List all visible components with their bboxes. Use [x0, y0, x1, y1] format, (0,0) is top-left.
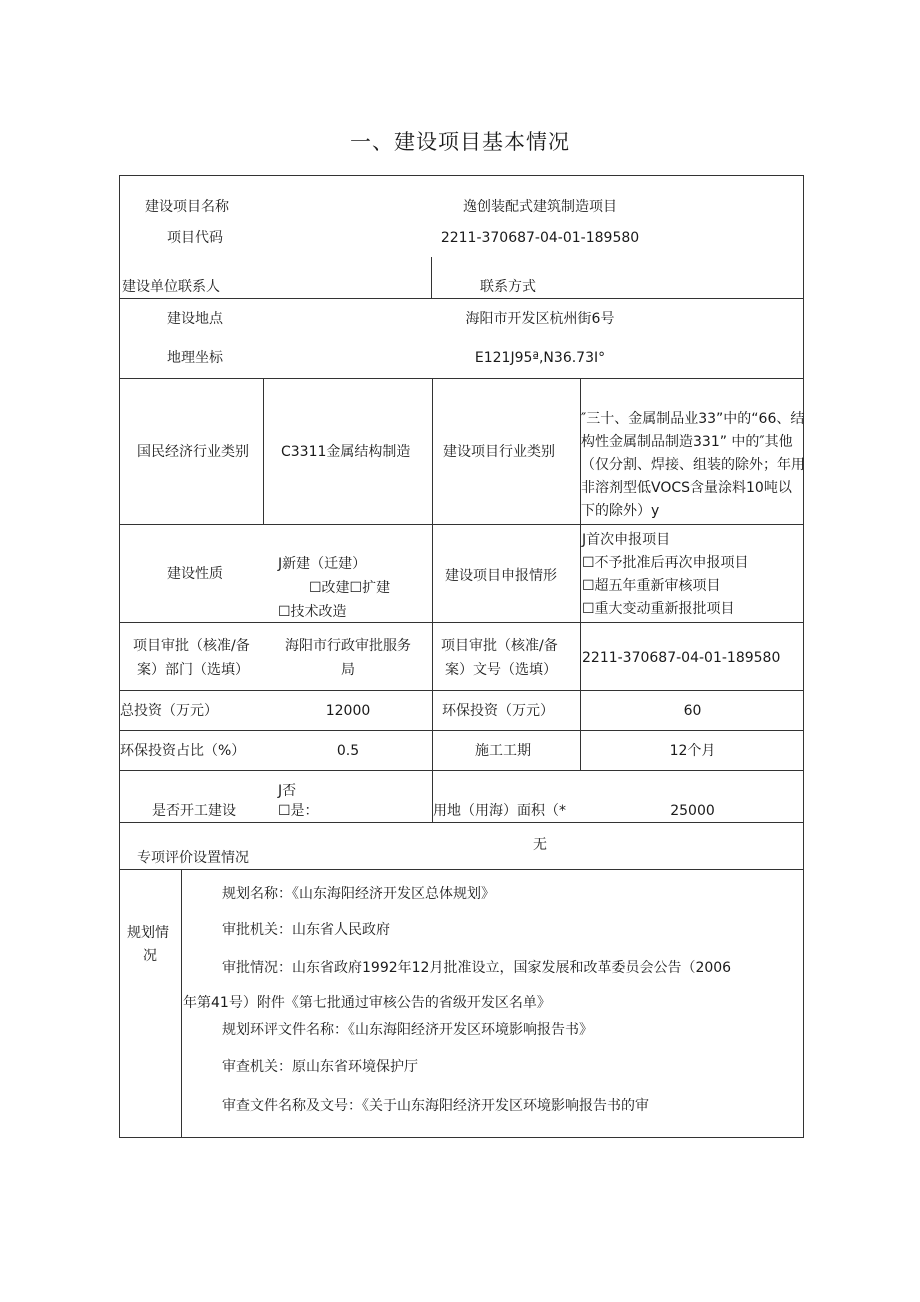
approval-no-label-line2: 案）文号（选填）: [445, 662, 557, 678]
env-ratio-label: 环保投资占比（%）: [120, 743, 246, 759]
env-investment-label: 环保投资（万元）: [442, 703, 554, 719]
row-divider: [119, 298, 804, 299]
plan-review-org: 审查机关：原山东省环境保护厅: [222, 1059, 418, 1075]
column-divider: [263, 378, 264, 524]
nature-option-rebuild-expand[interactable]: ☐改建☐扩建: [309, 580, 391, 596]
row-divider: [119, 822, 804, 823]
row-divider: [119, 770, 804, 771]
plan-review-doc: 审查文件名称及文号：《关于山东海阳经济开发区环境影响报告书的审: [222, 1098, 649, 1114]
special-evaluation-value: 无: [533, 837, 547, 853]
coordinates-value: E121J95ª,N36.73I°: [474, 350, 606, 366]
row-divider: [119, 524, 804, 525]
declaration-option-resubmit[interactable]: ☐不予批准后再次申报项目: [582, 555, 749, 571]
national-industry-label: 国民经济行业类别: [137, 444, 249, 460]
approval-dept-label-line2: 案）部门（选填）: [137, 662, 249, 678]
approval-dept-value-line1: 海阳市行政审批服务: [285, 638, 411, 654]
column-divider: [431, 257, 432, 298]
location-value: 海阳市开发区杭州街6号: [465, 311, 615, 327]
total-investment-label: 总投资（万元）: [120, 703, 218, 719]
plan-eia-name: 规划环评文件名称：《山东海阳经济开发区环境影响报告书》: [222, 1022, 593, 1038]
construction-period-label: 施工工期: [475, 743, 531, 759]
approval-no-value: 2211-370687-04-01-189580: [582, 650, 781, 666]
land-area-label: 用地（用海）面积（*: [433, 803, 566, 819]
declaration-option-five-years[interactable]: ☐超五年重新审核项目: [582, 578, 721, 594]
total-investment-value: 12000: [325, 703, 371, 719]
approval-dept-label-line1: 项目审批（核准/备: [133, 638, 250, 654]
contact-person-label: 建设单位联系人: [122, 279, 220, 295]
row-divider: [119, 730, 804, 731]
plan-approval-status-line2: 年第41号）附件《第七批通过审核公告的省级开发区名单》: [183, 995, 551, 1011]
nature-option-tech-upgrade[interactable]: ☐技术改造: [278, 604, 347, 620]
row-divider: [119, 690, 804, 691]
coordinates-label: 地理坐标: [167, 350, 223, 366]
nature-option-new[interactable]: J新建（迁建）: [278, 556, 367, 572]
special-evaluation-label: 专项评价设置情况: [137, 850, 249, 866]
project-industry-value: ″三十、金属制品业33”中的“66、结构性金属制品制造331” 中的″其他（仅分割、焊接、组装的除外；年用非溶剂型低VOCS含量涂料10吨以下的除外）y: [581, 411, 805, 519]
approval-no-label-line1: 项目审批（核准/备: [441, 638, 558, 654]
project-industry-label: 建设项目行业类别: [443, 444, 555, 460]
location-label: 建设地点: [167, 311, 223, 327]
national-industry-value: C3311金属结构制造: [281, 444, 411, 460]
row-divider: [119, 869, 804, 870]
project-name-label: 建设项目名称: [145, 199, 229, 215]
project-name-value: 逸创装配式建筑制造项目: [463, 199, 617, 215]
started-option-yes[interactable]: ☐是：: [278, 803, 319, 819]
env-investment-value: 60: [683, 703, 702, 719]
construction-started-label: 是否开工建设: [152, 803, 236, 819]
column-divider: [432, 378, 433, 822]
contact-method-label: 联系方式: [480, 279, 536, 295]
declaration-option-first[interactable]: J首次申报项目: [582, 532, 671, 548]
project-code-label: 项目代码: [167, 230, 223, 246]
declaration-type-label: 建设项目申报情形: [445, 568, 557, 584]
planning-label-line2: 况: [143, 948, 157, 964]
construction-period-value: 12个月: [669, 743, 716, 759]
approval-dept-value-line2: 局: [341, 662, 355, 678]
construction-nature-label: 建设性质: [167, 566, 223, 582]
env-ratio-value: 0.5: [336, 743, 360, 759]
plan-approval-org: 审批机关：山东省人民政府: [222, 922, 390, 938]
column-divider: [181, 869, 182, 1138]
page-title: 一、建设项目基本情况: [350, 130, 570, 154]
declaration-option-major-change[interactable]: ☐重大变动重新报批项目: [582, 601, 735, 617]
started-option-no[interactable]: J否: [278, 783, 297, 799]
row-divider: [119, 378, 804, 379]
land-area-value: 25000: [670, 803, 715, 819]
planning-label-line1: 规划情: [127, 925, 169, 941]
plan-name: 规划名称：《山东海阳经济开发区总体规划》: [222, 886, 495, 902]
row-divider: [119, 622, 804, 623]
project-code-value: 2211-370687-04-01-189580: [440, 230, 640, 246]
plan-approval-status-line1: 审批情况：山东省政府1992年12月批准设立，国家发展和改革委员会公告（2006: [222, 960, 732, 976]
